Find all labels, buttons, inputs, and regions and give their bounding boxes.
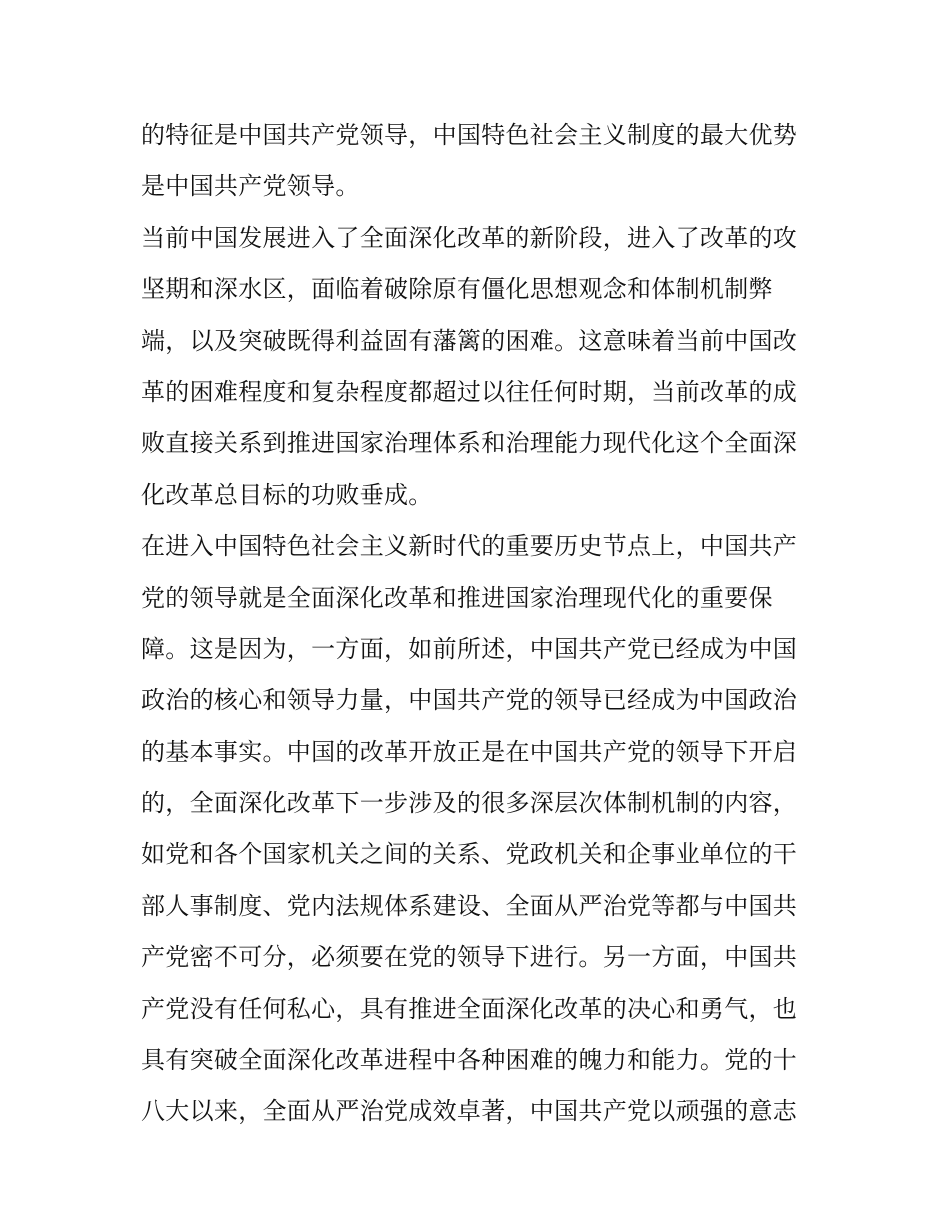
text-line: 端，以及突破既得利益固有藩篱的困难。这意味着当前中国改 <box>141 326 798 355</box>
text-line: 的基本事实。中国的改革开放正是在中国共产党的领导下开启 <box>141 737 798 766</box>
text-line: 政治的核心和领导力量，中国共产党的领导已经成为中国政治 <box>141 686 798 715</box>
body-text <box>141 110 821 1138</box>
text-line: 障。这是因为，一方面，如前所述，中国共产党已经成为中国 <box>141 634 798 663</box>
text-line: 产党密不可分，必须要在党的领导下进行。另一方面，中国共 <box>141 943 798 972</box>
text-line: 败直接关系到推进国家治理体系和治理能力现代化这个全面深 <box>141 429 798 458</box>
text-line: 如党和各个国家机关之间的关系、党政机关和企事业单位的干 <box>141 840 798 869</box>
text-line: 党的领导就是全面深化改革和推进国家治理现代化的重要保 <box>141 583 773 612</box>
text-line: 是中国共产党领导。 <box>141 172 360 201</box>
text-line: 革的困难程度和复杂程度都超过以往任何时期，当前改革的成 <box>141 377 798 406</box>
text-line: 的，全面深化改革下一步涉及的很多深层次体制机制的内容， <box>141 789 798 818</box>
text-line: 八大以来，全面从严治党成效卓著，中国共产党以顽强的意志 <box>141 1097 798 1126</box>
text-line: 部人事制度、党内法规体系建设、全面从严治党等都与中国共 <box>141 891 798 920</box>
text-line: 坚期和深水区，面临着破除原有僵化思想观念和体制机制弊 <box>141 275 773 304</box>
text-line: 的特征是中国共产党领导，中国特色社会主义制度的最大优势 <box>141 121 798 149</box>
text-line: 在进入中国特色社会主义新时代的重要历史节点上，中国共产 <box>141 532 798 561</box>
text-line: 当前中国发展进入了全面深化改革的新阶段，进入了改革的攻 <box>141 223 798 252</box>
text-line: 具有突破全面深化改革进程中各种困难的魄力和能力。党的十 <box>141 1046 798 1075</box>
text-line: 化改革总目标的功败垂成。 <box>141 480 433 509</box>
text-line: 产党没有任何私心，具有推进全面深化改革的决心和勇气，也 <box>141 994 798 1023</box>
